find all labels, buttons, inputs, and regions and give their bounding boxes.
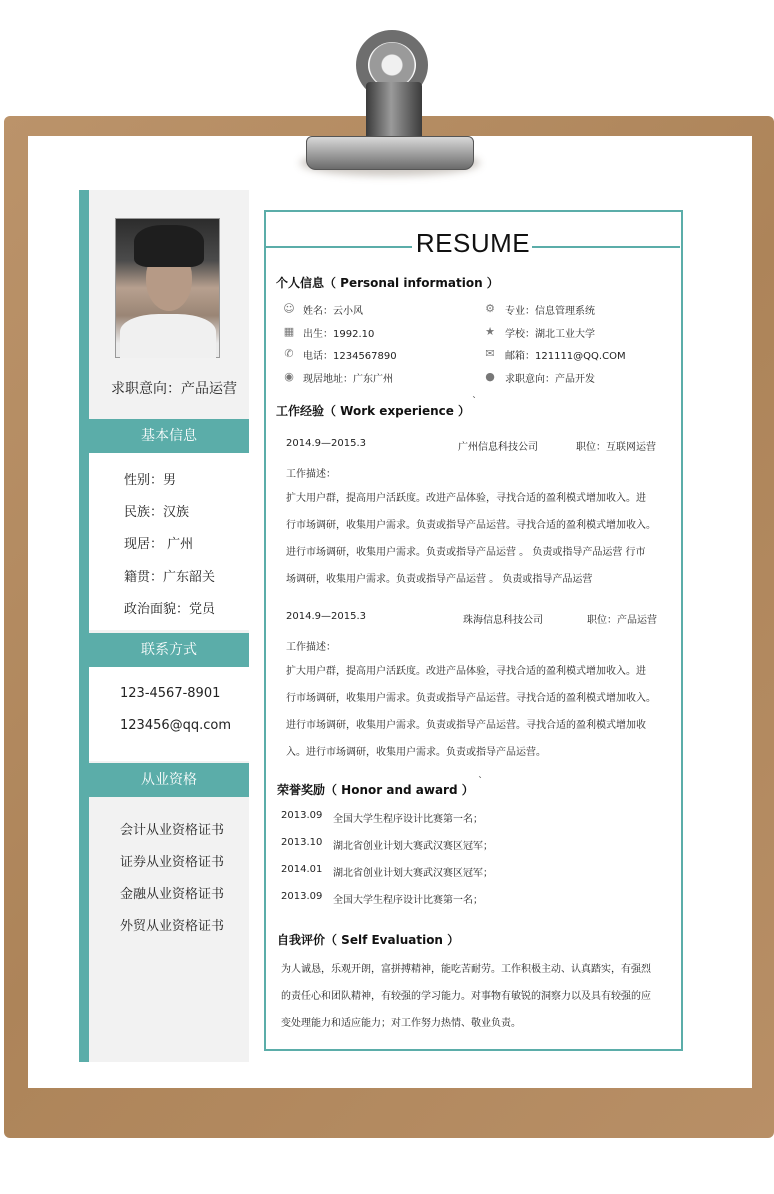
basic-hometown: 籍贯：广东韶关 xyxy=(124,570,216,585)
honor-date: 2014.01 xyxy=(281,864,323,875)
cert-item: 外贸从业资格证书 xyxy=(120,919,225,934)
mail-icon: ✉ xyxy=(485,347,495,360)
cert-item: 会计从业资格证书 xyxy=(120,823,225,838)
self-eval-line: 为人诚恳，乐观开朗，富拼搏精神，能吃苦耐劳。工作积极主动、认真踏实，有强烈 xyxy=(281,964,651,975)
work-position: 职位：互联网运营 xyxy=(576,442,656,453)
user-icon: ☺ xyxy=(283,302,295,315)
clip-base xyxy=(306,136,474,170)
info-name: 姓名：云小风 xyxy=(303,306,363,317)
work-desc-line: 扩大用户群，提高用户活跃度。改进产品体验，寻找合适的盈利模式增加收入。进 xyxy=(286,493,646,504)
contact-phone: 123-4567-8901 xyxy=(120,686,221,701)
tick-mark: ` xyxy=(478,776,483,787)
clip-neck xyxy=(366,82,422,144)
contact-email: 123456@qq.com xyxy=(120,718,232,733)
info-major: 专业：信息管理系统 xyxy=(505,306,595,317)
honor-text: 全国大学生程序设计比赛第一名； xyxy=(333,814,483,825)
work-desc-line: 进行市场调研，收集用户需求。负责或指导产品运营。寻找合适的盈利模式增加收 xyxy=(286,720,646,731)
resume-title: RESUME xyxy=(415,228,531,258)
work-desc-label: 工作描述： xyxy=(286,642,336,653)
photo-shirt xyxy=(120,314,216,358)
work-desc-line: 行市场调研，收集用户需求。负责或指导产品运营。寻找合适的盈利模式增加收入。 xyxy=(286,693,656,704)
location-icon: ◉ xyxy=(284,370,294,383)
work-desc xyxy=(286,485,664,593)
work-company: 珠海信息科技公司 xyxy=(463,615,543,626)
target-icon: ● xyxy=(485,370,495,383)
basic-political: 政治面貌：党员 xyxy=(124,602,216,617)
work-desc-line: 行市场调研，收集用户需求。负责或指导产品运营。寻找合适的盈利模式增加收入。 xyxy=(286,520,656,531)
work-desc-label: 工作描述： xyxy=(286,469,336,480)
self-eval-line: 的责任心和团队精神，有较强的学习能力。对事物有敏锐的洞察力以及具有较强的应 xyxy=(281,991,651,1002)
honor-heading: 荣誉奖励（ Honor and award ） xyxy=(277,783,474,797)
gear-icon: ⚙ xyxy=(485,302,495,315)
honor-text: 全国大学生程序设计比赛第一名； xyxy=(333,895,483,906)
info-phone: 电话：1234567890 xyxy=(303,351,397,362)
honor-date: 2013.09 xyxy=(281,891,323,902)
basic-info-heading: 基本信息 xyxy=(89,419,249,453)
basic-ethnicity: 民族：汉族 xyxy=(124,505,190,520)
info-email: 邮箱：121111@QQ.COM xyxy=(505,351,626,362)
honor-date: 2013.10 xyxy=(281,837,323,848)
work-company: 广州信息科技公司 xyxy=(458,442,538,453)
personal-info-heading: 个人信息（ Personal information ） xyxy=(276,276,499,290)
basic-residence: 现居： 广州 xyxy=(124,537,194,552)
photo-hair xyxy=(134,225,204,267)
profile-photo xyxy=(115,218,220,358)
self-eval-heading: 自我评价（ Self Evaluation ） xyxy=(277,933,460,947)
qualification-heading: 从业资格 xyxy=(89,763,249,797)
honor-text: 湖北省创业计划大赛武汉赛区冠军； xyxy=(333,868,493,879)
calendar-icon: ▦ xyxy=(283,325,295,338)
work-desc-line: 场调研，收集用户需求。负责或指导产品运营 。 负责或指导产品运营 xyxy=(286,574,593,585)
work-desc-line: 进行市场调研，收集用户需求。负责或指导产品运营 。 负责或指导产品运营 行市 xyxy=(286,547,646,558)
sidebar-accent-stripe xyxy=(79,190,89,1062)
work-period: 2014.9—2015.3 xyxy=(286,438,366,449)
work-desc-line: 入。进行市场调研，收集用户需求。负责或指导产品运营。 xyxy=(286,747,546,758)
info-intent: 求职意向：产品开发 xyxy=(505,374,595,385)
title-rule-left xyxy=(266,246,412,248)
job-intent: 求职意向：产品运营 xyxy=(111,381,237,397)
phone-icon: ✆ xyxy=(284,347,294,360)
info-birth: 出生：1992.10 xyxy=(303,329,375,340)
work-desc xyxy=(286,658,664,766)
contact-heading: 联系方式 xyxy=(89,633,249,667)
basic-gender: 性别：男 xyxy=(124,473,177,488)
cert-item: 证券从业资格证书 xyxy=(120,855,225,870)
school-icon: ★ xyxy=(485,325,495,338)
work-heading: 工作经验（ Work experience ） xyxy=(276,404,471,418)
info-school: 学校：湖北工业大学 xyxy=(505,329,595,340)
tick-mark: ` xyxy=(472,396,477,407)
honor-text: 湖北省创业计划大赛武汉赛区冠军； xyxy=(333,841,493,852)
work-position: 职位：产品运营 xyxy=(587,615,657,626)
self-eval-text xyxy=(281,956,673,1037)
honor-date: 2013.09 xyxy=(281,810,323,821)
contact-block xyxy=(89,667,249,761)
info-address: 现居地址：广东广州 xyxy=(303,374,393,385)
self-eval-line: 变处理能力和适应能力；对工作努力热情、敬业负责。 xyxy=(281,1018,521,1029)
title-rule-right xyxy=(532,246,680,248)
cert-item: 金融从业资格证书 xyxy=(120,887,225,902)
work-period: 2014.9—2015.3 xyxy=(286,611,366,622)
work-desc-line: 扩大用户群，提高用户活跃度。改进产品体验，寻找合适的盈利模式增加收入。进 xyxy=(286,666,646,677)
